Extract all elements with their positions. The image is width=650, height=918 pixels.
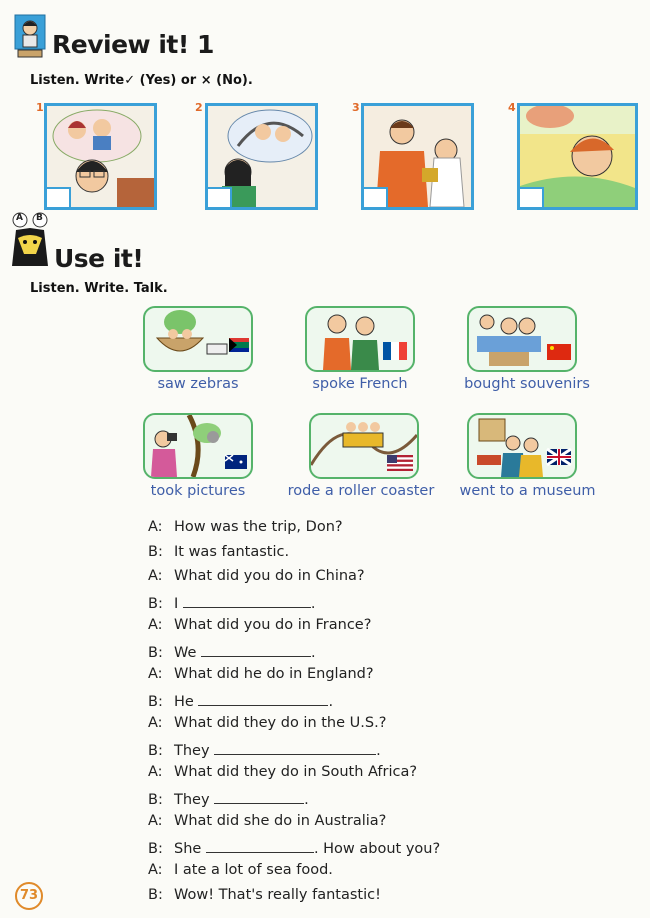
dialogue-text: I xyxy=(174,596,179,612)
phrase-picture-rode-a-roller-coaster xyxy=(309,413,419,479)
speaker: B: xyxy=(148,743,163,759)
dialogue-line xyxy=(148,642,316,661)
france-flag-icon xyxy=(383,342,407,360)
dialogue-line xyxy=(148,715,386,731)
logo-letter-b: B xyxy=(36,213,43,223)
speaker: A: xyxy=(148,813,163,829)
dialogue-text-after: . xyxy=(376,743,381,759)
dialogue-text: What did you do in France? xyxy=(174,617,372,633)
speaker: A: xyxy=(148,715,163,731)
dialogue-line xyxy=(148,789,309,808)
review-item-number: 2 xyxy=(195,101,203,114)
dialogue-text: What did they do in the U.S.? xyxy=(174,715,387,731)
dialogue-line xyxy=(148,593,316,612)
answer-blank[interactable] xyxy=(214,740,376,755)
phrase-picture-took-pictures xyxy=(143,413,253,479)
usa-flag-icon xyxy=(387,455,413,471)
review-answer-box-4[interactable] xyxy=(520,187,544,207)
dialogue-text: What did they do in South Africa? xyxy=(174,764,418,780)
page-number: 73 xyxy=(15,882,43,910)
dialogue-line xyxy=(148,838,440,857)
phrase-label: bought souvenirs xyxy=(464,376,590,392)
dialogue-text: They xyxy=(174,743,210,759)
speaker: A: xyxy=(148,764,163,780)
dialogue-line xyxy=(148,544,289,560)
use-it-title: Use it! xyxy=(54,244,144,273)
uk-flag-icon xyxy=(547,449,571,465)
phrase-label: saw zebras xyxy=(157,376,239,392)
dialogue-text-after: . xyxy=(310,596,316,612)
dialogue-text: What did you do in China? xyxy=(174,568,365,584)
speaker: B: xyxy=(148,792,163,808)
answer-blank[interactable] xyxy=(206,838,314,853)
dialogue-line xyxy=(148,887,381,903)
dialogue-line xyxy=(148,519,343,535)
review-answer-box-2[interactable] xyxy=(208,187,232,207)
answer-blank[interactable] xyxy=(198,691,328,706)
speaker: B: xyxy=(148,887,163,903)
dialogue-line xyxy=(148,862,333,878)
phrase-picture-went-to-a-museum xyxy=(467,413,577,479)
speaker: A: xyxy=(148,862,163,878)
speaker: A: xyxy=(148,519,163,535)
dialogue-text: Wow! That's really fantastic! xyxy=(174,887,381,903)
review-icon xyxy=(14,14,46,58)
review-title: Review it! 1 xyxy=(52,30,214,59)
review-item-number: 3 xyxy=(352,101,360,114)
use-it-logo-icon xyxy=(8,212,52,268)
dialogue-line xyxy=(148,813,386,829)
phrase-label: spoke French xyxy=(312,376,408,392)
phrase-label: went to a museum xyxy=(459,483,596,499)
dialogue-text-after: . xyxy=(311,645,316,661)
south-africa-flag-icon xyxy=(229,338,249,352)
speaker: B: xyxy=(148,645,163,661)
dialogue-line xyxy=(148,617,371,633)
speaker: A: xyxy=(148,568,163,584)
dialogue-text: What did she do in Australia? xyxy=(174,813,387,829)
phrase-picture-bought-souvenirs xyxy=(467,306,577,372)
dialogue-text-after: . xyxy=(328,694,334,710)
speaker: A: xyxy=(148,666,163,682)
dialogue-text: She xyxy=(174,841,202,857)
speaker: B: xyxy=(148,544,163,560)
australia-flag-icon xyxy=(225,455,247,469)
dialogue-line xyxy=(148,764,417,780)
review-answer-box-1[interactable] xyxy=(47,187,71,207)
review-picture-3 xyxy=(361,103,474,210)
review-picture-1 xyxy=(44,103,157,210)
dialogue-text: We xyxy=(174,645,197,661)
speaker: B: xyxy=(148,596,163,612)
speaker: A: xyxy=(148,617,163,633)
answer-blank[interactable] xyxy=(201,642,311,657)
speaker: B: xyxy=(148,841,163,857)
dialogue-text: I ate a lot of sea food. xyxy=(174,862,333,878)
logo-letter-a: A xyxy=(16,213,23,223)
dialogue-text: What did he do in England? xyxy=(174,666,374,682)
china-flag-icon xyxy=(547,344,571,360)
dialogue-line xyxy=(148,740,381,759)
speaker: B: xyxy=(148,694,163,710)
review-picture-4 xyxy=(517,103,638,210)
answer-blank[interactable] xyxy=(183,593,311,608)
phrase-label: rode a roller coaster xyxy=(287,483,435,499)
dialogue-text: They xyxy=(174,792,210,808)
review-answer-box-3[interactable] xyxy=(364,187,388,207)
use-it-instruction: Listen. Write. Talk. xyxy=(30,281,168,296)
review-instruction: Listen. Write✓ (Yes) or × (No). xyxy=(30,73,253,88)
phrase-picture-spoke-french xyxy=(305,306,415,372)
dialogue-text-after: . xyxy=(304,792,309,808)
phrase-label: took pictures xyxy=(150,483,246,499)
review-item-number: 4 xyxy=(508,101,516,114)
dialogue-text: It was fantastic. xyxy=(174,544,290,560)
dialogue-line xyxy=(148,666,374,682)
dialogue-text-after: . How about you? xyxy=(313,841,441,857)
dialogue-text: How was the trip, Don? xyxy=(174,519,343,535)
dialogue-line xyxy=(148,568,365,584)
phrase-picture-saw-zebras xyxy=(143,306,253,372)
review-item-number: 1 xyxy=(36,101,44,114)
review-picture-2 xyxy=(205,103,318,210)
dialogue-text: He xyxy=(174,694,194,710)
dialogue-line xyxy=(148,691,333,710)
answer-blank[interactable] xyxy=(214,789,304,804)
